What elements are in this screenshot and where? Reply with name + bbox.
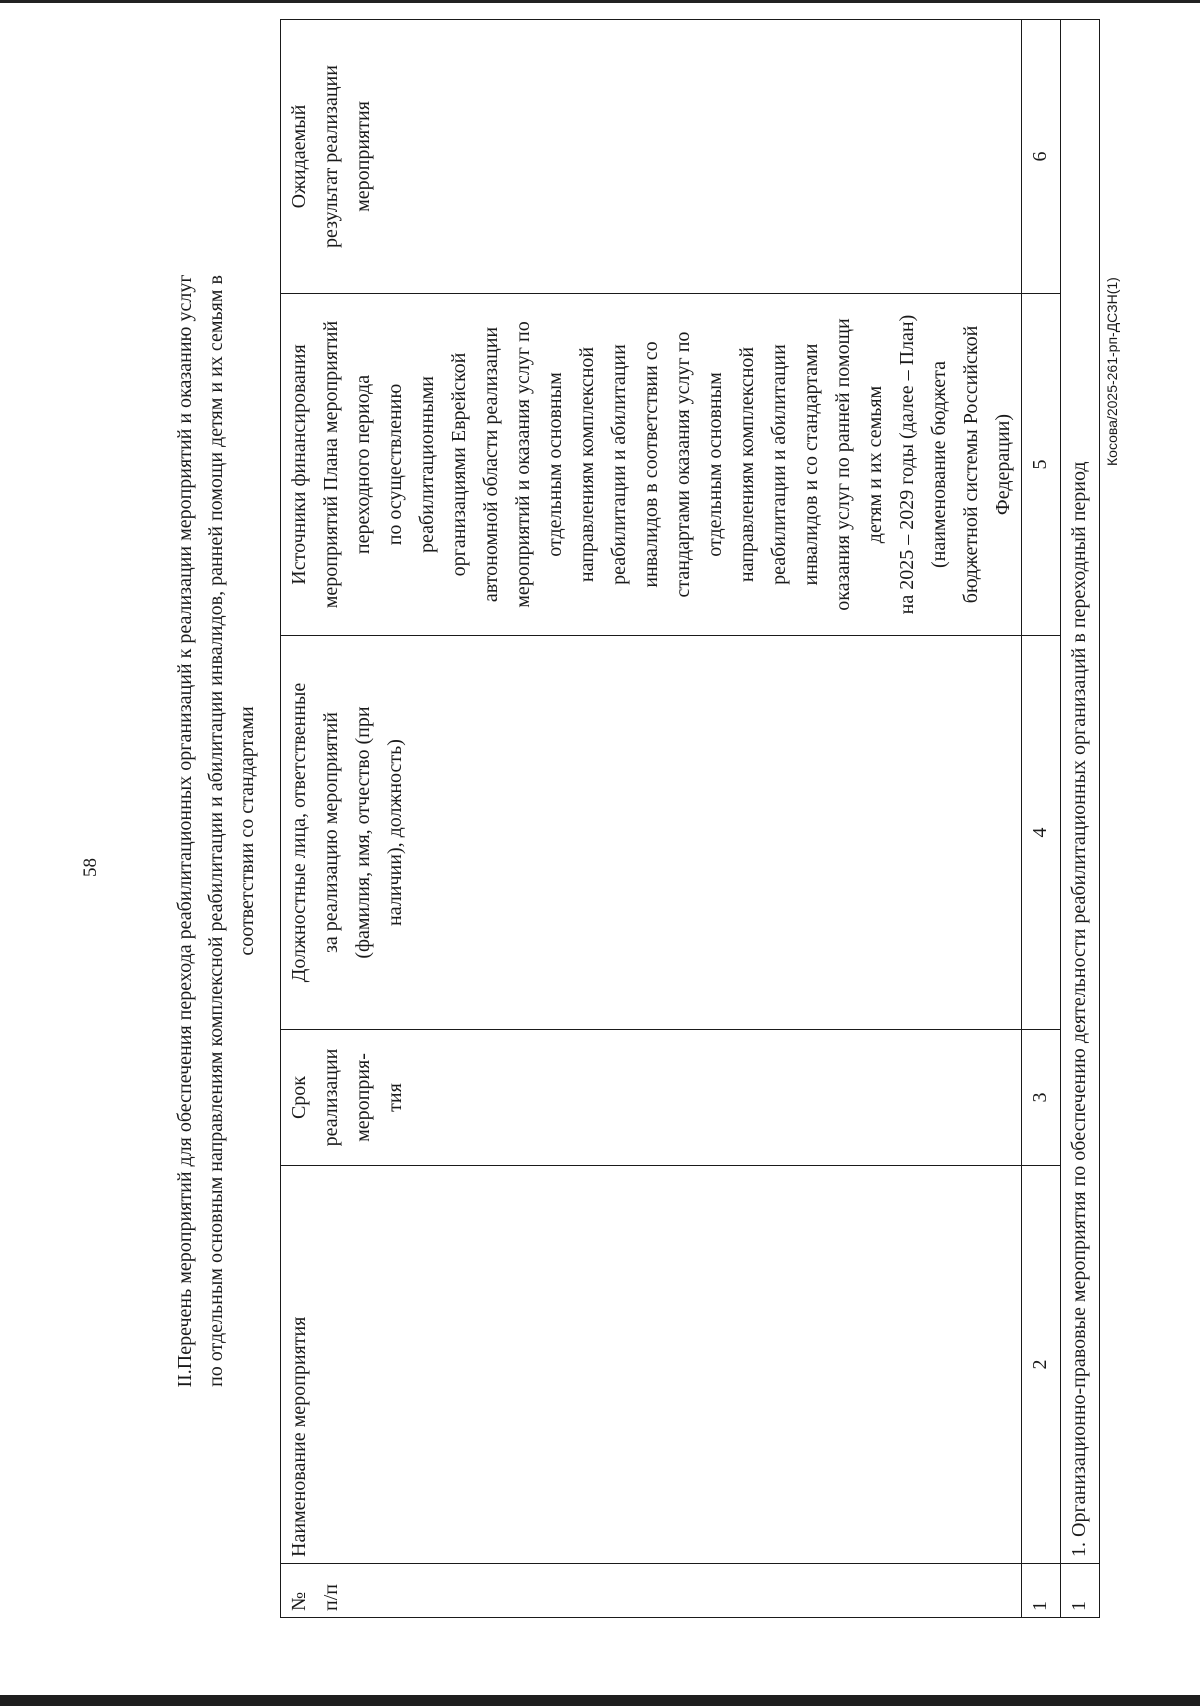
page-number: 58 [80,858,101,877]
measures-table [280,19,1100,1618]
header-measure-name: Наименование мероприятия [281,1166,1022,1564]
table-header-row [281,20,1022,1618]
column-number-1: 1 [1022,1564,1061,1618]
header-responsible-persons: Должностные лица, ответственные за реализацию мероприятий (фамилия, имя, отчество (при наличии), должность) [281,636,1022,1030]
column-number-3: 3 [1022,1030,1061,1166]
column-number-6: 6 [1022,20,1061,294]
heading-line-2: по отдельным основным направлениям комплексной реабилитации и абилитации инвалидов, ранней помощи детям и их семьям в [205,275,227,1387]
heading-line-1: II.Перечень мероприятий для обеспечения перехода реабилитационных организаций к реализации мероприятий и оказанию услуг [174,274,196,1388]
section-title: 1. Организационно-правовые мероприятия по обеспечению деятельности реабилитационных организаций в переходный период [1061,20,1100,1564]
column-numbers-row [1022,20,1061,1618]
column-number-2: 2 [1022,1166,1061,1564]
header-deadline: Срок реализации мероприя- тия [281,1030,1022,1166]
header-expected-result: Ожидаемый результат реализации мероприятия [281,20,1022,294]
section-number: 1 [1061,1564,1100,1618]
section-row [1061,20,1100,1618]
header-funding-sources: Источники финансирования мероприятий Плана мероприятий переходного периода по осуществлению реабилитационными организациями Еврейской автономной области реализации мероприятий и оказания услуг по отдельным основным направлениям комплексной реабилитации и абилитации инвалидов в соответствии со стандартами оказания услуг по отдельным основным направлениям комплексной реабилитации и абилитации инвалидов и со стандартами оказания услуг по ранней помощи детям и их семьям на 2025 – 2029 годы (далее – План) (наименование бюджета бюджетной системы Российской Федерации) [281,294,1022,636]
column-number-4: 4 [1022,636,1061,1030]
heading-line-3: соответствии со стандартами [236,706,258,956]
header-number: № п/п [281,1564,1022,1618]
document-code: Косова/2025-261-рп-ДСЗН(1) [1104,277,1120,466]
section-heading [170,166,263,1496]
column-number-5: 5 [1022,294,1061,636]
